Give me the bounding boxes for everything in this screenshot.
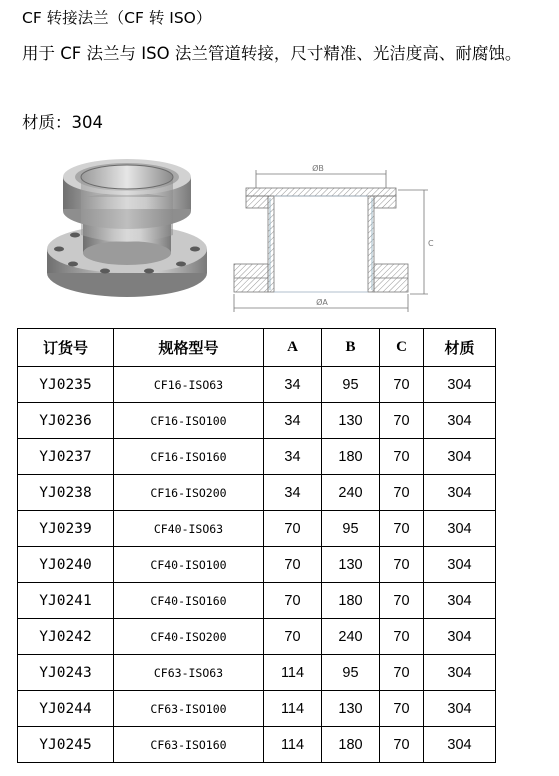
order-no-cell: YJ0244	[18, 691, 114, 727]
header-material: 材质	[424, 329, 496, 367]
a-cell: 70	[264, 511, 322, 547]
order-no-cell: YJ0236	[18, 403, 114, 439]
c-cell: 70	[380, 403, 424, 439]
c-cell: 70	[380, 367, 424, 403]
table-row	[18, 475, 496, 511]
b-cell: 180	[322, 583, 380, 619]
table-header-row	[18, 329, 496, 367]
a-cell: 114	[264, 727, 322, 763]
table-row	[18, 727, 496, 763]
order-no-cell: YJ0245	[18, 727, 114, 763]
product-title: CF 转接法兰（CF 转 ISO）	[22, 9, 212, 27]
model-cell: CF16-ISO100	[114, 403, 264, 439]
spec-table	[17, 328, 496, 763]
a-cell: 34	[264, 367, 322, 403]
model-cell: CF40-ISO160	[114, 583, 264, 619]
b-cell: 130	[322, 547, 380, 583]
c-cell: 70	[380, 547, 424, 583]
model-cell: CF16-ISO160	[114, 439, 264, 475]
a-cell: 114	[264, 691, 322, 727]
c-cell: 70	[380, 727, 424, 763]
order-no-cell: YJ0238	[18, 475, 114, 511]
model-cell: CF63-ISO63	[114, 655, 264, 691]
b-cell: 95	[322, 511, 380, 547]
model-cell: CF40-ISO200	[114, 619, 264, 655]
a-cell: 34	[264, 403, 322, 439]
b-cell: 130	[322, 691, 380, 727]
c-cell: 70	[380, 511, 424, 547]
product-material: 材质：304	[22, 113, 103, 132]
material-cell: 304	[424, 439, 496, 475]
material-cell: 304	[424, 367, 496, 403]
product-description: 用于 CF 法兰与 ISO 法兰管道转接，尺寸精准、光洁度高、耐腐蚀。	[22, 44, 522, 63]
header-model: 规格型号	[114, 329, 264, 367]
technical-drawing	[226, 160, 436, 320]
order-no-cell: YJ0237	[18, 439, 114, 475]
material-cell: 304	[424, 691, 496, 727]
material-cell: 304	[424, 403, 496, 439]
material-cell: 304	[424, 511, 496, 547]
header-b: B	[322, 329, 380, 367]
table-row	[18, 403, 496, 439]
material-cell: 304	[424, 619, 496, 655]
model-cell: CF16-ISO63	[114, 367, 264, 403]
order-no-cell: YJ0235	[18, 367, 114, 403]
table-row	[18, 367, 496, 403]
b-cell: 130	[322, 403, 380, 439]
table-row	[18, 691, 496, 727]
material-cell: 304	[424, 727, 496, 763]
a-cell: 114	[264, 655, 322, 691]
table-row	[18, 547, 496, 583]
c-cell: 70	[380, 655, 424, 691]
order-no-cell: YJ0241	[18, 583, 114, 619]
table-row	[18, 583, 496, 619]
order-no-cell: YJ0239	[18, 511, 114, 547]
a-cell: 34	[264, 475, 322, 511]
table-row	[18, 619, 496, 655]
header-order-no: 订货号	[18, 329, 114, 367]
material-cell: 304	[424, 547, 496, 583]
c-cell: 70	[380, 583, 424, 619]
order-no-cell: YJ0242	[18, 619, 114, 655]
c-cell: 70	[380, 691, 424, 727]
header-c: C	[380, 329, 424, 367]
a-cell: 70	[264, 619, 322, 655]
model-cell: CF40-ISO63	[114, 511, 264, 547]
order-no-cell: YJ0240	[18, 547, 114, 583]
dim-label-c: C	[428, 239, 434, 248]
b-cell: 95	[322, 367, 380, 403]
a-cell: 70	[264, 583, 322, 619]
model-cell: CF63-ISO100	[114, 691, 264, 727]
table-row	[18, 655, 496, 691]
b-cell: 240	[322, 475, 380, 511]
table-row	[18, 511, 496, 547]
b-cell: 180	[322, 727, 380, 763]
c-cell: 70	[380, 439, 424, 475]
product-photo	[45, 145, 210, 310]
model-cell: CF40-ISO100	[114, 547, 264, 583]
material-cell: 304	[424, 583, 496, 619]
material-cell: 304	[424, 655, 496, 691]
b-cell: 240	[322, 619, 380, 655]
c-cell: 70	[380, 619, 424, 655]
material-cell: 304	[424, 475, 496, 511]
dim-label-a: ØA	[316, 298, 328, 307]
dim-label-b: ØB	[312, 164, 324, 173]
c-cell: 70	[380, 475, 424, 511]
table-body	[18, 367, 496, 763]
a-cell: 34	[264, 439, 322, 475]
b-cell: 95	[322, 655, 380, 691]
order-no-cell: YJ0243	[18, 655, 114, 691]
b-cell: 180	[322, 439, 380, 475]
model-cell: CF16-ISO200	[114, 475, 264, 511]
model-cell: CF63-ISO160	[114, 727, 264, 763]
table-row	[18, 439, 496, 475]
a-cell: 70	[264, 547, 322, 583]
header-a: A	[264, 329, 322, 367]
